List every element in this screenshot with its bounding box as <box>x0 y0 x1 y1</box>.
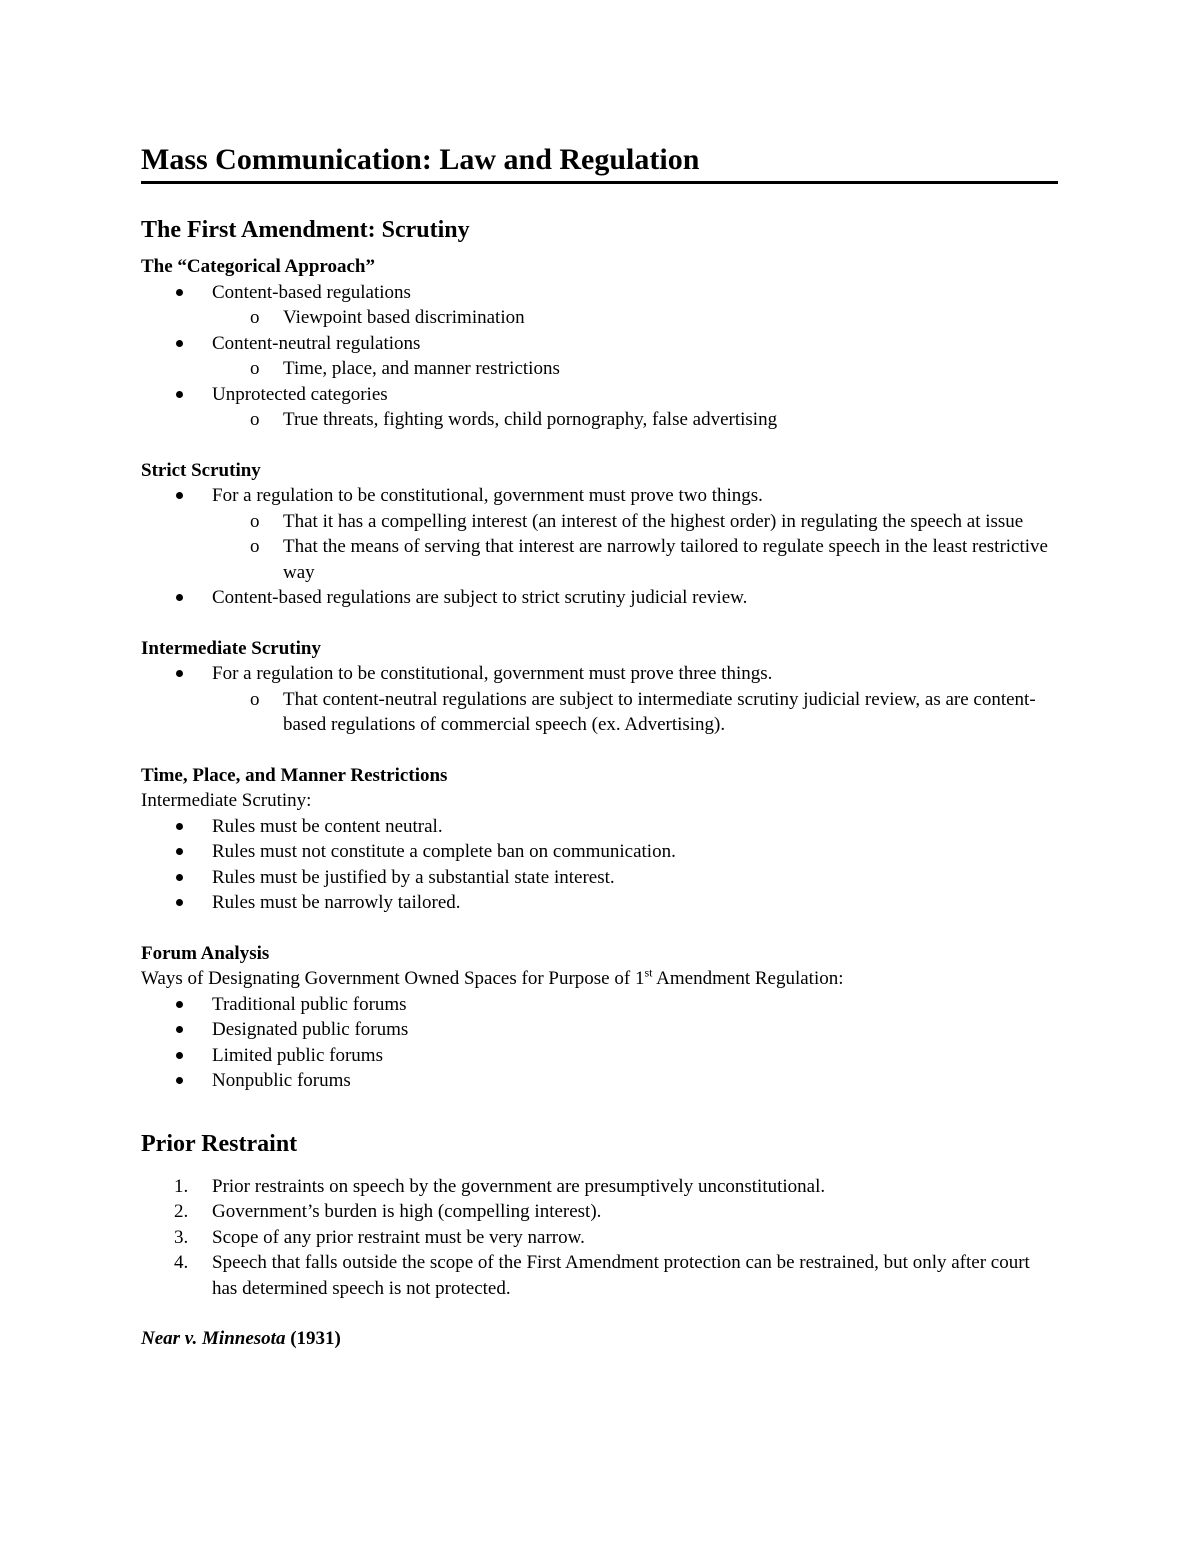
document-content <box>141 140 1058 1352</box>
bullet-icon <box>176 1077 183 1084</box>
item-number: 1. <box>174 1175 189 1197</box>
bullet-icon <box>176 899 183 906</box>
bullet-icon <box>176 874 183 881</box>
list-item: Content-based regulations <box>141 280 1058 306</box>
bullet-icon <box>176 1001 183 1008</box>
bullet-icon <box>176 1052 183 1059</box>
bullet-icon <box>176 492 183 499</box>
list-item: Designated public forums <box>141 1017 1058 1043</box>
list-item: Traditional public forums <box>141 992 1058 1018</box>
subheading-strict-scrutiny: Strict Scrutiny <box>141 459 261 481</box>
bullet-icon <box>176 823 183 830</box>
list-item: Rules must be content neutral. <box>141 814 1058 840</box>
item-number: 3. <box>174 1226 189 1248</box>
intermediate-scrutiny-list <box>141 661 1058 738</box>
categorical-list <box>141 280 1058 433</box>
list-item: Rules must be justified by a substantial state interest. <box>141 865 1058 891</box>
section-intermediate-scrutiny <box>141 636 1058 738</box>
sub-list-item: o That content-neutral regulations are subject to intermediate scrutiny judicial review, as are content-based regulations of commercial speech (ex. Advertising). <box>250 688 1036 735</box>
list-item: Content-neutral regulations <box>141 331 1058 357</box>
list-item: Nonpublic forums <box>141 1068 1058 1094</box>
list-item: Unprotected categories <box>141 382 1058 408</box>
case-year: (1931) <box>285 1328 341 1349</box>
tpm-intro: Intermediate Scrutiny: <box>141 790 312 811</box>
bullet-icon <box>176 848 183 855</box>
sub-bullet-icon: o <box>250 536 260 557</box>
sub-list-item: o Time, place, and manner restrictions <box>141 356 1058 382</box>
sub-list-item: o Viewpoint based discrimination <box>141 305 1058 331</box>
bullet-icon <box>176 594 183 601</box>
numbered-item: 1. Prior restraints on speech by the government are presumptively unconstitutional. <box>141 1174 1058 1200</box>
prior-restraint-list <box>141 1174 1058 1302</box>
bullet-icon <box>176 289 183 296</box>
strict-scrutiny-list <box>141 483 1058 611</box>
subheading-forum-analysis: Forum Analysis <box>141 942 270 964</box>
section-heading-prior-restraint: Prior Restraint <box>141 1130 298 1157</box>
bullet-icon <box>176 391 183 398</box>
sub-bullet-icon: o <box>250 409 260 430</box>
numbered-item: 4. Speech that falls outside the scope of the First Amendment protection can be restrained, but only after court has determined speech is not protected. <box>174 1252 1030 1299</box>
sub-list-item: o True threats, fighting words, child pornography, false advertising <box>141 407 1058 433</box>
document-title: Mass Communication: Law and Regulation <box>141 140 1058 184</box>
case-citation <box>141 1326 1058 1352</box>
section-categorical-approach <box>141 254 1058 433</box>
sub-bullet-icon: o <box>250 307 260 328</box>
bullet-icon <box>176 1026 183 1033</box>
section-strict-scrutiny <box>141 458 1058 611</box>
subheading-time-place-manner: Time, Place, and Manner Restrictions <box>141 764 448 786</box>
bullet-icon <box>176 340 183 347</box>
section-forum-analysis <box>141 941 1058 1094</box>
case-name: Near v. Minnesota <box>141 1328 286 1349</box>
list-item: For a regulation to be constitutional, government must prove two things. <box>141 483 1058 509</box>
sub-bullet-icon: o <box>250 688 260 710</box>
list-item: For a regulation to be constitutional, government must prove three things. <box>141 661 1058 687</box>
subheading-categorical-approach: The “Categorical Approach” <box>141 256 375 277</box>
sub-bullet-icon: o <box>250 510 260 532</box>
numbered-item: 3. Scope of any prior restraint must be very narrow. <box>141 1225 1058 1251</box>
item-number: 4. <box>174 1252 189 1273</box>
forum-list <box>141 992 1058 1094</box>
section-time-place-manner <box>141 763 1058 916</box>
subheading-intermediate-scrutiny: Intermediate Scrutiny <box>141 637 321 659</box>
bullet-icon <box>176 670 183 677</box>
list-item: Limited public forums <box>141 1043 1058 1069</box>
list-item: Rules must be narrowly tailored. <box>141 890 1058 916</box>
list-item: Content-based regulations are subject to strict scrutiny judicial review. <box>141 585 1058 611</box>
section-heading-first-amendment: The First Amendment: Scrutiny <box>141 217 470 243</box>
tpm-list <box>141 814 1058 916</box>
list-item: Rules must not constitute a complete ban on communication. <box>141 839 1058 865</box>
item-number: 2. <box>174 1201 189 1222</box>
sub-list-item: o That the means of serving that interest are narrowly tailored to regulate speech in the least restrictive way <box>250 536 1048 583</box>
sub-list-item: o That it has a compelling interest (an interest of the highest order) in regulating the speech at issue <box>141 509 1058 535</box>
forum-intro: Ways of Designating Government Owned Spaces for Purpose of 1st Amendment Regulation: <box>141 965 844 989</box>
numbered-item: 2. Government’s burden is high (compelling interest). <box>141 1199 1058 1225</box>
sub-bullet-icon: o <box>250 358 260 379</box>
